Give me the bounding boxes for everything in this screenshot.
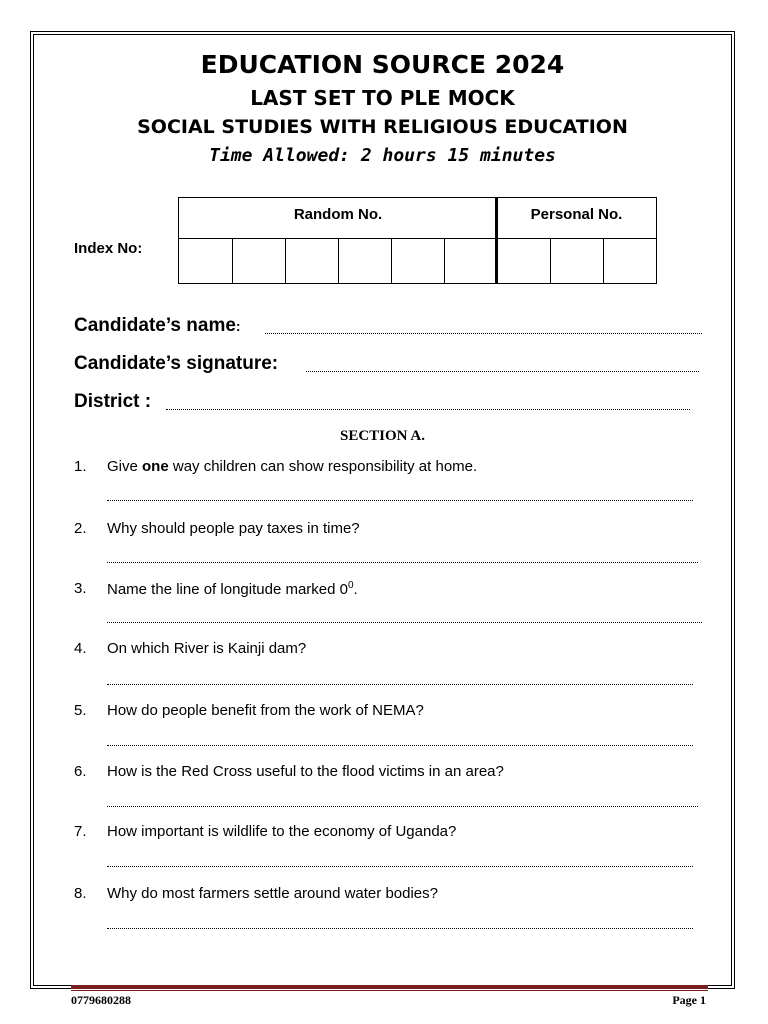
candidate-name-label: Candidate’s name: — [74, 315, 241, 336]
personal-number-box-2[interactable] — [550, 238, 604, 284]
exam-subtitle: LAST SET TO PLE MOCK — [250, 86, 515, 110]
question-number: 8. — [74, 885, 87, 902]
footer-phone-number: 0779680288 — [71, 993, 131, 1007]
personal-number-box-3[interactable] — [603, 238, 657, 284]
question-text: On which River is Kainji dam? — [107, 640, 307, 657]
answer-line[interactable] — [107, 745, 693, 746]
answer-line[interactable] — [107, 866, 693, 867]
question-text: How is the Red Cross useful to the flood victims in an area? — [107, 763, 504, 780]
answer-line[interactable] — [107, 928, 693, 929]
question-text: How important is wildlife to the economy of Uganda? — [107, 823, 457, 840]
question-number: 6. — [74, 763, 87, 780]
answer-line[interactable] — [107, 622, 702, 623]
random-number-box-3[interactable] — [285, 238, 339, 284]
question-number: 4. — [74, 640, 87, 657]
personal-number-header: Personal No. — [496, 197, 657, 239]
answer-line[interactable] — [107, 562, 698, 563]
index-number-label: Index No: — [74, 240, 143, 257]
index-grid-divider — [495, 197, 498, 284]
footer-divider-thin — [71, 990, 708, 991]
question-number: 2. — [74, 520, 87, 537]
question-number: 5. — [74, 702, 87, 719]
candidate-signature-field[interactable] — [306, 371, 699, 372]
district-label: District : — [74, 391, 152, 412]
candidate-name-field[interactable] — [265, 333, 702, 334]
question-number: 3. — [74, 580, 87, 597]
question-text: Why should people pay taxes in time? — [107, 520, 360, 537]
personal-number-box-1[interactable] — [496, 238, 551, 284]
random-number-box-5[interactable] — [391, 238, 445, 284]
exam-subject: SOCIAL STUDIES WITH RELIGIOUS EDUCATION — [137, 116, 628, 138]
page-number: Page 1 — [672, 993, 706, 1007]
random-number-box-2[interactable] — [232, 238, 286, 284]
answer-line[interactable] — [107, 500, 693, 501]
random-number-box-6[interactable] — [444, 238, 497, 284]
exam-title: EDUCATION SOURCE 2024 — [200, 50, 565, 79]
question-number: 1. — [74, 458, 87, 475]
index-number-grid — [178, 197, 657, 284]
page-border-inner — [33, 34, 732, 986]
question-text: Why do most farmers settle around water bodies? — [107, 885, 438, 902]
section-heading: SECTION A. — [339, 428, 426, 444]
time-allowed: Time Allowed: 2 hours 15 minutes — [209, 145, 556, 166]
answer-line[interactable] — [107, 684, 693, 685]
question-text: Give one way children can show responsibility at home. — [107, 458, 478, 475]
random-number-header: Random No. — [178, 197, 498, 239]
random-number-box-1[interactable] — [178, 238, 233, 284]
question-number: 7. — [74, 823, 87, 840]
question-text: Name the line of longitude marked $0^0$. — [107, 580, 358, 598]
question-text: How do people benefit from the work of NEMA? — [107, 702, 424, 719]
candidate-signature-label: Candidate’s signature: — [74, 353, 279, 374]
district-field[interactable] — [166, 409, 690, 410]
random-number-box-4[interactable] — [338, 238, 392, 284]
answer-line[interactable] — [107, 806, 698, 807]
footer-divider — [71, 985, 708, 989]
